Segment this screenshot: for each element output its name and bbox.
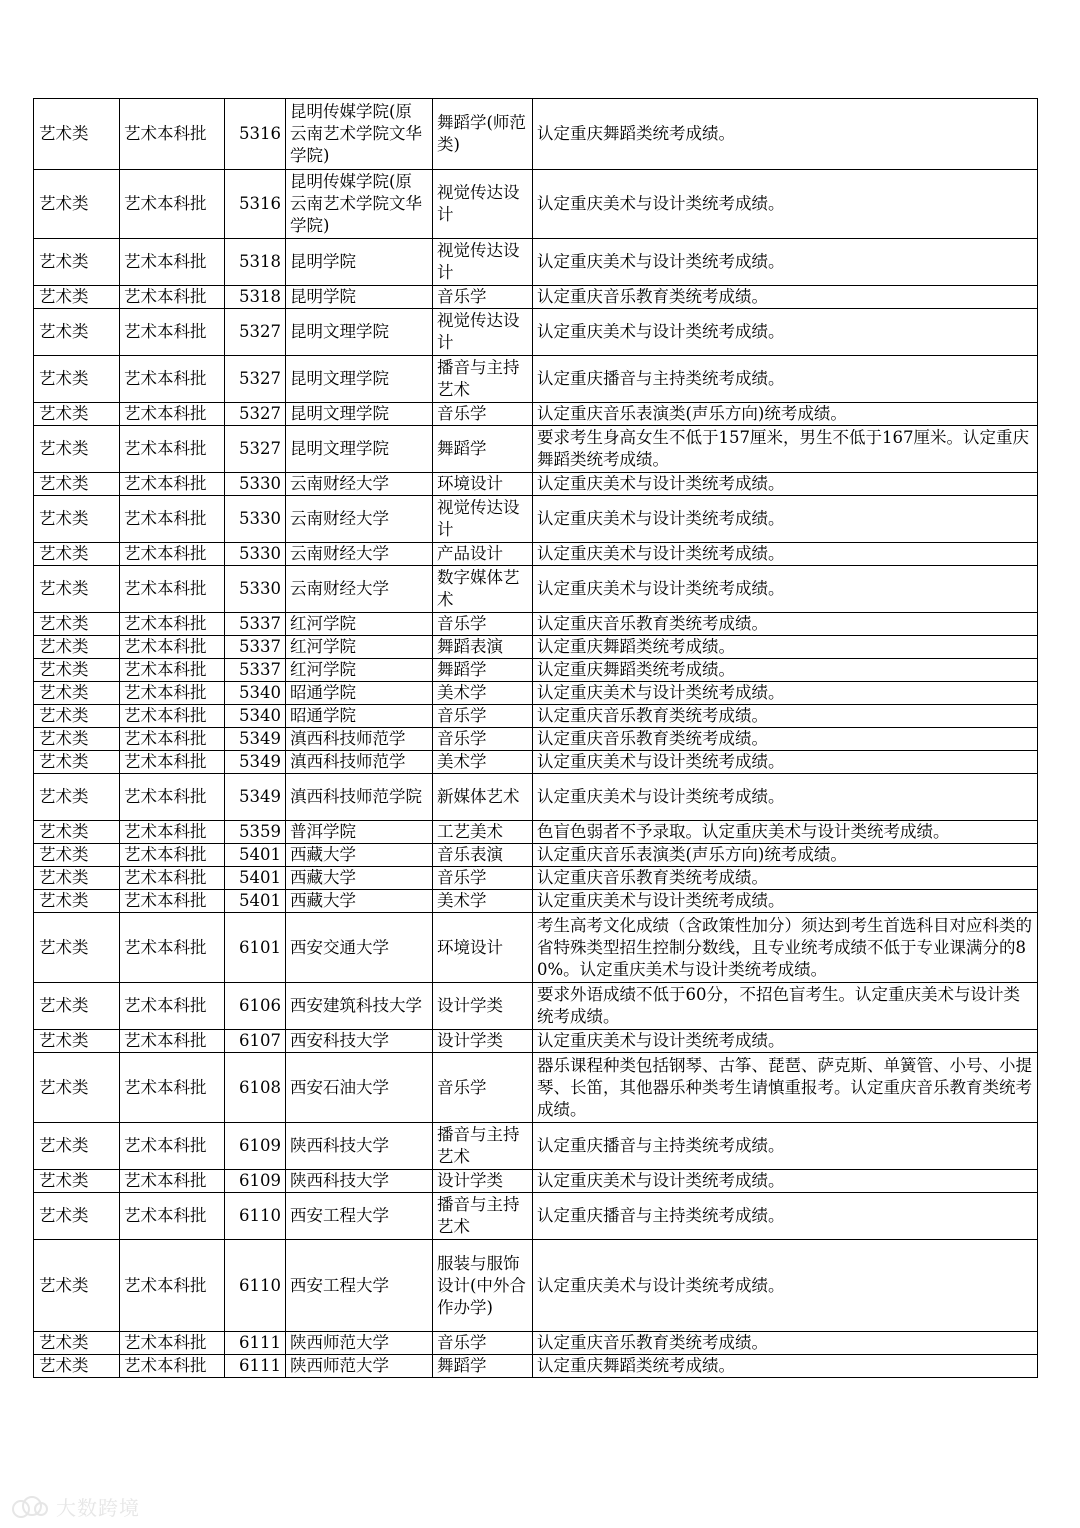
cell-major: 音乐表演 <box>433 844 533 867</box>
cell-note: 器乐课程种类包括钢琴、古筝、琵琶、萨克斯、单簧管、小号、小提琴、长笛，其他器乐种类考生请慎重报考。认定重庆音乐教育类统考成绩。 <box>533 1053 1038 1123</box>
cell-code: 5401 <box>225 867 286 890</box>
cell-school: 陕西科技大学 <box>286 1170 433 1193</box>
cell-major: 舞蹈学(师范类) <box>433 99 533 170</box>
cell-note: 认定重庆音乐教育类统考成绩。 <box>533 728 1038 751</box>
cell-cat: 艺术类 <box>34 1053 120 1123</box>
table-row <box>34 890 1038 913</box>
cell-batch: 艺术本科批 <box>120 170 225 239</box>
cell-major: 产品设计 <box>433 543 533 566</box>
cell-school: 云南财经大学 <box>286 543 433 566</box>
cell-school: 西藏大学 <box>286 844 433 867</box>
cell-code: 5401 <box>225 844 286 867</box>
cell-school: 昆明文理学院 <box>286 309 433 356</box>
cell-school: 红河学院 <box>286 659 433 682</box>
table-row <box>34 913 1038 983</box>
cell-batch: 艺术本科批 <box>120 403 225 426</box>
cell-code: 5330 <box>225 473 286 496</box>
cell-major: 环境设计 <box>433 913 533 983</box>
cell-school: 普洱学院 <box>286 821 433 844</box>
cell-batch: 艺术本科批 <box>120 774 225 821</box>
cell-cat: 艺术类 <box>34 426 120 473</box>
cell-batch: 艺术本科批 <box>120 1123 225 1170</box>
table-row <box>34 844 1038 867</box>
cell-school: 昆明传媒学院(原云南艺术学院文华学院) <box>286 99 433 170</box>
cell-major: 音乐学 <box>433 1053 533 1123</box>
cell-note: 考生高考文化成绩（含政策性加分）须达到考生首选科目对应科类的省特殊类型招生控制分数线，且专业统考成绩不低于专业课满分的80%。认定重庆美术与设计类统考成绩。 <box>533 913 1038 983</box>
cell-major: 音乐学 <box>433 613 533 636</box>
cell-batch: 艺术本科批 <box>120 543 225 566</box>
cell-school: 红河学院 <box>286 636 433 659</box>
table-row <box>34 983 1038 1030</box>
cell-note: 认定重庆舞蹈类统考成绩。 <box>533 636 1038 659</box>
admission-table <box>33 98 1038 1378</box>
cell-note: 认定重庆美术与设计类统考成绩。 <box>533 1030 1038 1053</box>
cell-batch: 艺术本科批 <box>120 682 225 705</box>
cell-major: 音乐学 <box>433 286 533 309</box>
table-body <box>34 99 1038 1378</box>
cell-batch: 艺术本科批 <box>120 659 225 682</box>
cell-note: 认定重庆美术与设计类统考成绩。 <box>533 473 1038 496</box>
cell-code: 6111 <box>225 1332 286 1355</box>
cell-major: 视觉传达设计 <box>433 170 533 239</box>
cell-major: 音乐学 <box>433 705 533 728</box>
table-row <box>34 1193 1038 1240</box>
cell-code: 5337 <box>225 659 286 682</box>
cell-note: 认定重庆播音与主持类统考成绩。 <box>533 356 1038 403</box>
cell-batch: 艺术本科批 <box>120 1170 225 1193</box>
cell-batch: 艺术本科批 <box>120 844 225 867</box>
cloud-logo-icon <box>10 1494 50 1518</box>
cell-school: 昆明传媒学院(原云南艺术学院文华学院) <box>286 170 433 239</box>
cell-cat: 艺术类 <box>34 728 120 751</box>
cell-school: 陕西科技大学 <box>286 1123 433 1170</box>
cell-school: 西藏大学 <box>286 867 433 890</box>
cell-school: 昆明学院 <box>286 239 433 286</box>
cell-code: 6101 <box>225 913 286 983</box>
cell-code: 6110 <box>225 1193 286 1240</box>
table-row <box>34 1240 1038 1332</box>
table-row <box>34 728 1038 751</box>
cell-school: 陕西师范大学 <box>286 1355 433 1378</box>
table-row <box>34 1170 1038 1193</box>
cell-cat: 艺术类 <box>34 890 120 913</box>
cell-code: 5316 <box>225 99 286 170</box>
cell-code: 6107 <box>225 1030 286 1053</box>
cell-note: 认定重庆音乐教育类统考成绩。 <box>533 286 1038 309</box>
cell-batch: 艺术本科批 <box>120 890 225 913</box>
cell-cat: 艺术类 <box>34 309 120 356</box>
cell-code: 5340 <box>225 682 286 705</box>
cell-code: 5340 <box>225 705 286 728</box>
table-row <box>34 751 1038 774</box>
cell-batch: 艺术本科批 <box>120 728 225 751</box>
cell-code: 6111 <box>225 1355 286 1378</box>
cell-code: 5337 <box>225 636 286 659</box>
table-row <box>34 1123 1038 1170</box>
cell-batch: 艺术本科批 <box>120 1332 225 1355</box>
table-row <box>34 356 1038 403</box>
table-row <box>34 659 1038 682</box>
cell-batch: 艺术本科批 <box>120 1053 225 1123</box>
cell-major: 舞蹈学 <box>433 1355 533 1378</box>
cell-batch: 艺术本科批 <box>120 983 225 1030</box>
cell-cat: 艺术类 <box>34 844 120 867</box>
cell-cat: 艺术类 <box>34 867 120 890</box>
cell-cat: 艺术类 <box>34 821 120 844</box>
cell-major: 播音与主持艺术 <box>433 1123 533 1170</box>
cell-school: 西安石油大学 <box>286 1053 433 1123</box>
cell-major: 音乐学 <box>433 728 533 751</box>
cell-school: 昆明文理学院 <box>286 426 433 473</box>
cell-code: 5318 <box>225 239 286 286</box>
cell-note: 认定重庆美术与设计类统考成绩。 <box>533 170 1038 239</box>
cell-major: 设计学类 <box>433 1170 533 1193</box>
cell-school: 云南财经大学 <box>286 566 433 613</box>
cell-major: 美术学 <box>433 890 533 913</box>
cell-school: 西安建筑科技大学 <box>286 983 433 1030</box>
cell-cat: 艺术类 <box>34 682 120 705</box>
cell-note: 认定重庆音乐教育类统考成绩。 <box>533 705 1038 728</box>
cell-batch: 艺术本科批 <box>120 99 225 170</box>
cell-major: 新媒体艺术 <box>433 774 533 821</box>
cell-note: 认定重庆音乐教育类统考成绩。 <box>533 613 1038 636</box>
cell-note: 认定重庆美术与设计类统考成绩。 <box>533 309 1038 356</box>
cell-batch: 艺术本科批 <box>120 496 225 543</box>
cell-cat: 艺术类 <box>34 1170 120 1193</box>
table-row <box>34 426 1038 473</box>
cell-school: 西安科技大学 <box>286 1030 433 1053</box>
cell-major: 音乐学 <box>433 1332 533 1355</box>
cell-note: 认定重庆美术与设计类统考成绩。 <box>533 239 1038 286</box>
table-row <box>34 286 1038 309</box>
cell-batch: 艺术本科批 <box>120 239 225 286</box>
cell-batch: 艺术本科批 <box>120 1030 225 1053</box>
cell-note: 认定重庆美术与设计类统考成绩。 <box>533 543 1038 566</box>
cell-note: 认定重庆舞蹈类统考成绩。 <box>533 1355 1038 1378</box>
table-row <box>34 613 1038 636</box>
cell-code: 5327 <box>225 356 286 403</box>
cell-code: 5327 <box>225 309 286 356</box>
cell-major: 设计学类 <box>433 983 533 1030</box>
cell-batch: 艺术本科批 <box>120 356 225 403</box>
cell-cat: 艺术类 <box>34 286 120 309</box>
cell-note: 认定重庆美术与设计类统考成绩。 <box>533 774 1038 821</box>
cell-major: 舞蹈学 <box>433 426 533 473</box>
cell-major: 视觉传达设计 <box>433 239 533 286</box>
cell-major: 播音与主持艺术 <box>433 1193 533 1240</box>
cell-school: 红河学院 <box>286 613 433 636</box>
cell-note: 认定重庆音乐教育类统考成绩。 <box>533 867 1038 890</box>
cell-school: 昆明文理学院 <box>286 403 433 426</box>
table-row <box>34 309 1038 356</box>
cell-cat: 艺术类 <box>34 473 120 496</box>
cell-code: 5349 <box>225 774 286 821</box>
cell-code: 5330 <box>225 496 286 543</box>
table-row <box>34 705 1038 728</box>
cell-cat: 艺术类 <box>34 543 120 566</box>
cell-code: 6109 <box>225 1170 286 1193</box>
cell-major: 设计学类 <box>433 1030 533 1053</box>
cell-school: 滇西科技师范学 <box>286 751 433 774</box>
cell-note: 认定重庆音乐教育类统考成绩。 <box>533 1332 1038 1355</box>
cell-code: 5330 <box>225 543 286 566</box>
cell-cat: 艺术类 <box>34 636 120 659</box>
cell-code: 6110 <box>225 1240 286 1332</box>
cell-cat: 艺术类 <box>34 1240 120 1332</box>
table-row <box>34 774 1038 821</box>
cell-note: 认定重庆舞蹈类统考成绩。 <box>533 99 1038 170</box>
cell-school: 昆明学院 <box>286 286 433 309</box>
cell-note: 要求考生身高女生不低于157厘米，男生不低于167厘米。认定重庆舞蹈类统考成绩。 <box>533 426 1038 473</box>
watermark-text: 大数跨境 <box>56 1495 140 1520</box>
table-row <box>34 543 1038 566</box>
cell-code: 5401 <box>225 890 286 913</box>
cell-cat: 艺术类 <box>34 705 120 728</box>
cell-note: 认定重庆美术与设计类统考成绩。 <box>533 682 1038 705</box>
table-row <box>34 99 1038 170</box>
cell-code: 5359 <box>225 821 286 844</box>
cell-major: 播音与主持艺术 <box>433 356 533 403</box>
cell-code: 5330 <box>225 566 286 613</box>
cell-note: 认定重庆美术与设计类统考成绩。 <box>533 1170 1038 1193</box>
cell-code: 5349 <box>225 728 286 751</box>
cell-code: 5327 <box>225 426 286 473</box>
cell-code: 6109 <box>225 1123 286 1170</box>
cell-major: 数字媒体艺术 <box>433 566 533 613</box>
table-row <box>34 403 1038 426</box>
cell-batch: 艺术本科批 <box>120 705 225 728</box>
cell-school: 西安交通大学 <box>286 913 433 983</box>
cell-major: 环境设计 <box>433 473 533 496</box>
table-row <box>34 636 1038 659</box>
cell-batch: 艺术本科批 <box>120 751 225 774</box>
cell-cat: 艺术类 <box>34 356 120 403</box>
cell-cat: 艺术类 <box>34 239 120 286</box>
cell-batch: 艺术本科批 <box>120 286 225 309</box>
cell-batch: 艺术本科批 <box>120 566 225 613</box>
cell-major: 音乐学 <box>433 403 533 426</box>
cell-note: 认定重庆美术与设计类统考成绩。 <box>533 566 1038 613</box>
cell-major: 视觉传达设计 <box>433 496 533 543</box>
cell-major: 舞蹈表演 <box>433 636 533 659</box>
cell-cat: 艺术类 <box>34 659 120 682</box>
cell-major: 工艺美术 <box>433 821 533 844</box>
cell-school: 滇西科技师范学 <box>286 728 433 751</box>
cell-batch: 艺术本科批 <box>120 1240 225 1332</box>
cell-cat: 艺术类 <box>34 1332 120 1355</box>
cell-code: 5337 <box>225 613 286 636</box>
table-row <box>34 1355 1038 1378</box>
table-row <box>34 239 1038 286</box>
cell-code: 6106 <box>225 983 286 1030</box>
table-row <box>34 473 1038 496</box>
cell-school: 昆明文理学院 <box>286 356 433 403</box>
cell-code: 5316 <box>225 170 286 239</box>
cell-note: 要求外语成绩不低于60分，不招色盲考生。认定重庆美术与设计类统考成绩。 <box>533 983 1038 1030</box>
cell-note: 认定重庆美术与设计类统考成绩。 <box>533 751 1038 774</box>
cell-cat: 艺术类 <box>34 613 120 636</box>
cell-cat: 艺术类 <box>34 983 120 1030</box>
cell-note: 认定重庆舞蹈类统考成绩。 <box>533 659 1038 682</box>
cell-batch: 艺术本科批 <box>120 1355 225 1378</box>
cell-school: 西藏大学 <box>286 890 433 913</box>
cell-cat: 艺术类 <box>34 496 120 543</box>
cell-cat: 艺术类 <box>34 99 120 170</box>
cell-note: 认定重庆美术与设计类统考成绩。 <box>533 1240 1038 1332</box>
cell-cat: 艺术类 <box>34 403 120 426</box>
cell-school: 昭通学院 <box>286 682 433 705</box>
table-row <box>34 821 1038 844</box>
cell-note: 色盲色弱者不予录取。认定重庆美术与设计类统考成绩。 <box>533 821 1038 844</box>
table-row <box>34 682 1038 705</box>
cell-batch: 艺术本科批 <box>120 473 225 496</box>
cell-batch: 艺术本科批 <box>120 426 225 473</box>
cell-school: 西安工程大学 <box>286 1193 433 1240</box>
cell-note: 认定重庆美术与设计类统考成绩。 <box>533 496 1038 543</box>
cell-batch: 艺术本科批 <box>120 613 225 636</box>
cell-note: 认定重庆美术与设计类统考成绩。 <box>533 890 1038 913</box>
cell-major: 服装与服饰设计(中外合作办学) <box>433 1240 533 1332</box>
cell-code: 5318 <box>225 286 286 309</box>
cell-batch: 艺术本科批 <box>120 636 225 659</box>
cell-note: 认定重庆播音与主持类统考成绩。 <box>533 1123 1038 1170</box>
table-row <box>34 496 1038 543</box>
cell-major: 美术学 <box>433 751 533 774</box>
cell-batch: 艺术本科批 <box>120 821 225 844</box>
cell-cat: 艺术类 <box>34 1193 120 1240</box>
table-row <box>34 566 1038 613</box>
cell-code: 6108 <box>225 1053 286 1123</box>
table-row <box>34 1332 1038 1355</box>
cell-cat: 艺术类 <box>34 774 120 821</box>
cell-note: 认定重庆音乐表演类(声乐方向)统考成绩。 <box>533 403 1038 426</box>
cell-batch: 艺术本科批 <box>120 309 225 356</box>
cell-cat: 艺术类 <box>34 1355 120 1378</box>
cell-school: 云南财经大学 <box>286 496 433 543</box>
cell-note: 认定重庆播音与主持类统考成绩。 <box>533 1193 1038 1240</box>
watermark <box>10 1492 140 1520</box>
cell-school: 滇西科技师范学院 <box>286 774 433 821</box>
cell-cat: 艺术类 <box>34 1030 120 1053</box>
cell-batch: 艺术本科批 <box>120 1193 225 1240</box>
cell-major: 舞蹈学 <box>433 659 533 682</box>
cell-major: 音乐学 <box>433 867 533 890</box>
cell-batch: 艺术本科批 <box>120 867 225 890</box>
cell-school: 昭通学院 <box>286 705 433 728</box>
cell-school: 云南财经大学 <box>286 473 433 496</box>
table-row <box>34 1030 1038 1053</box>
cell-cat: 艺术类 <box>34 751 120 774</box>
table-row <box>34 867 1038 890</box>
cell-cat: 艺术类 <box>34 1123 120 1170</box>
cell-cat: 艺术类 <box>34 913 120 983</box>
cell-school: 西安工程大学 <box>286 1240 433 1332</box>
cell-cat: 艺术类 <box>34 170 120 239</box>
cell-school: 陕西师范大学 <box>286 1332 433 1355</box>
cell-major: 视觉传达设计 <box>433 309 533 356</box>
cell-major: 美术学 <box>433 682 533 705</box>
cell-code: 5327 <box>225 403 286 426</box>
cell-cat: 艺术类 <box>34 566 120 613</box>
table-row <box>34 1053 1038 1123</box>
cell-note: 认定重庆音乐表演类(声乐方向)统考成绩。 <box>533 844 1038 867</box>
cell-batch: 艺术本科批 <box>120 913 225 983</box>
table-row <box>34 170 1038 239</box>
cell-code: 5349 <box>225 751 286 774</box>
